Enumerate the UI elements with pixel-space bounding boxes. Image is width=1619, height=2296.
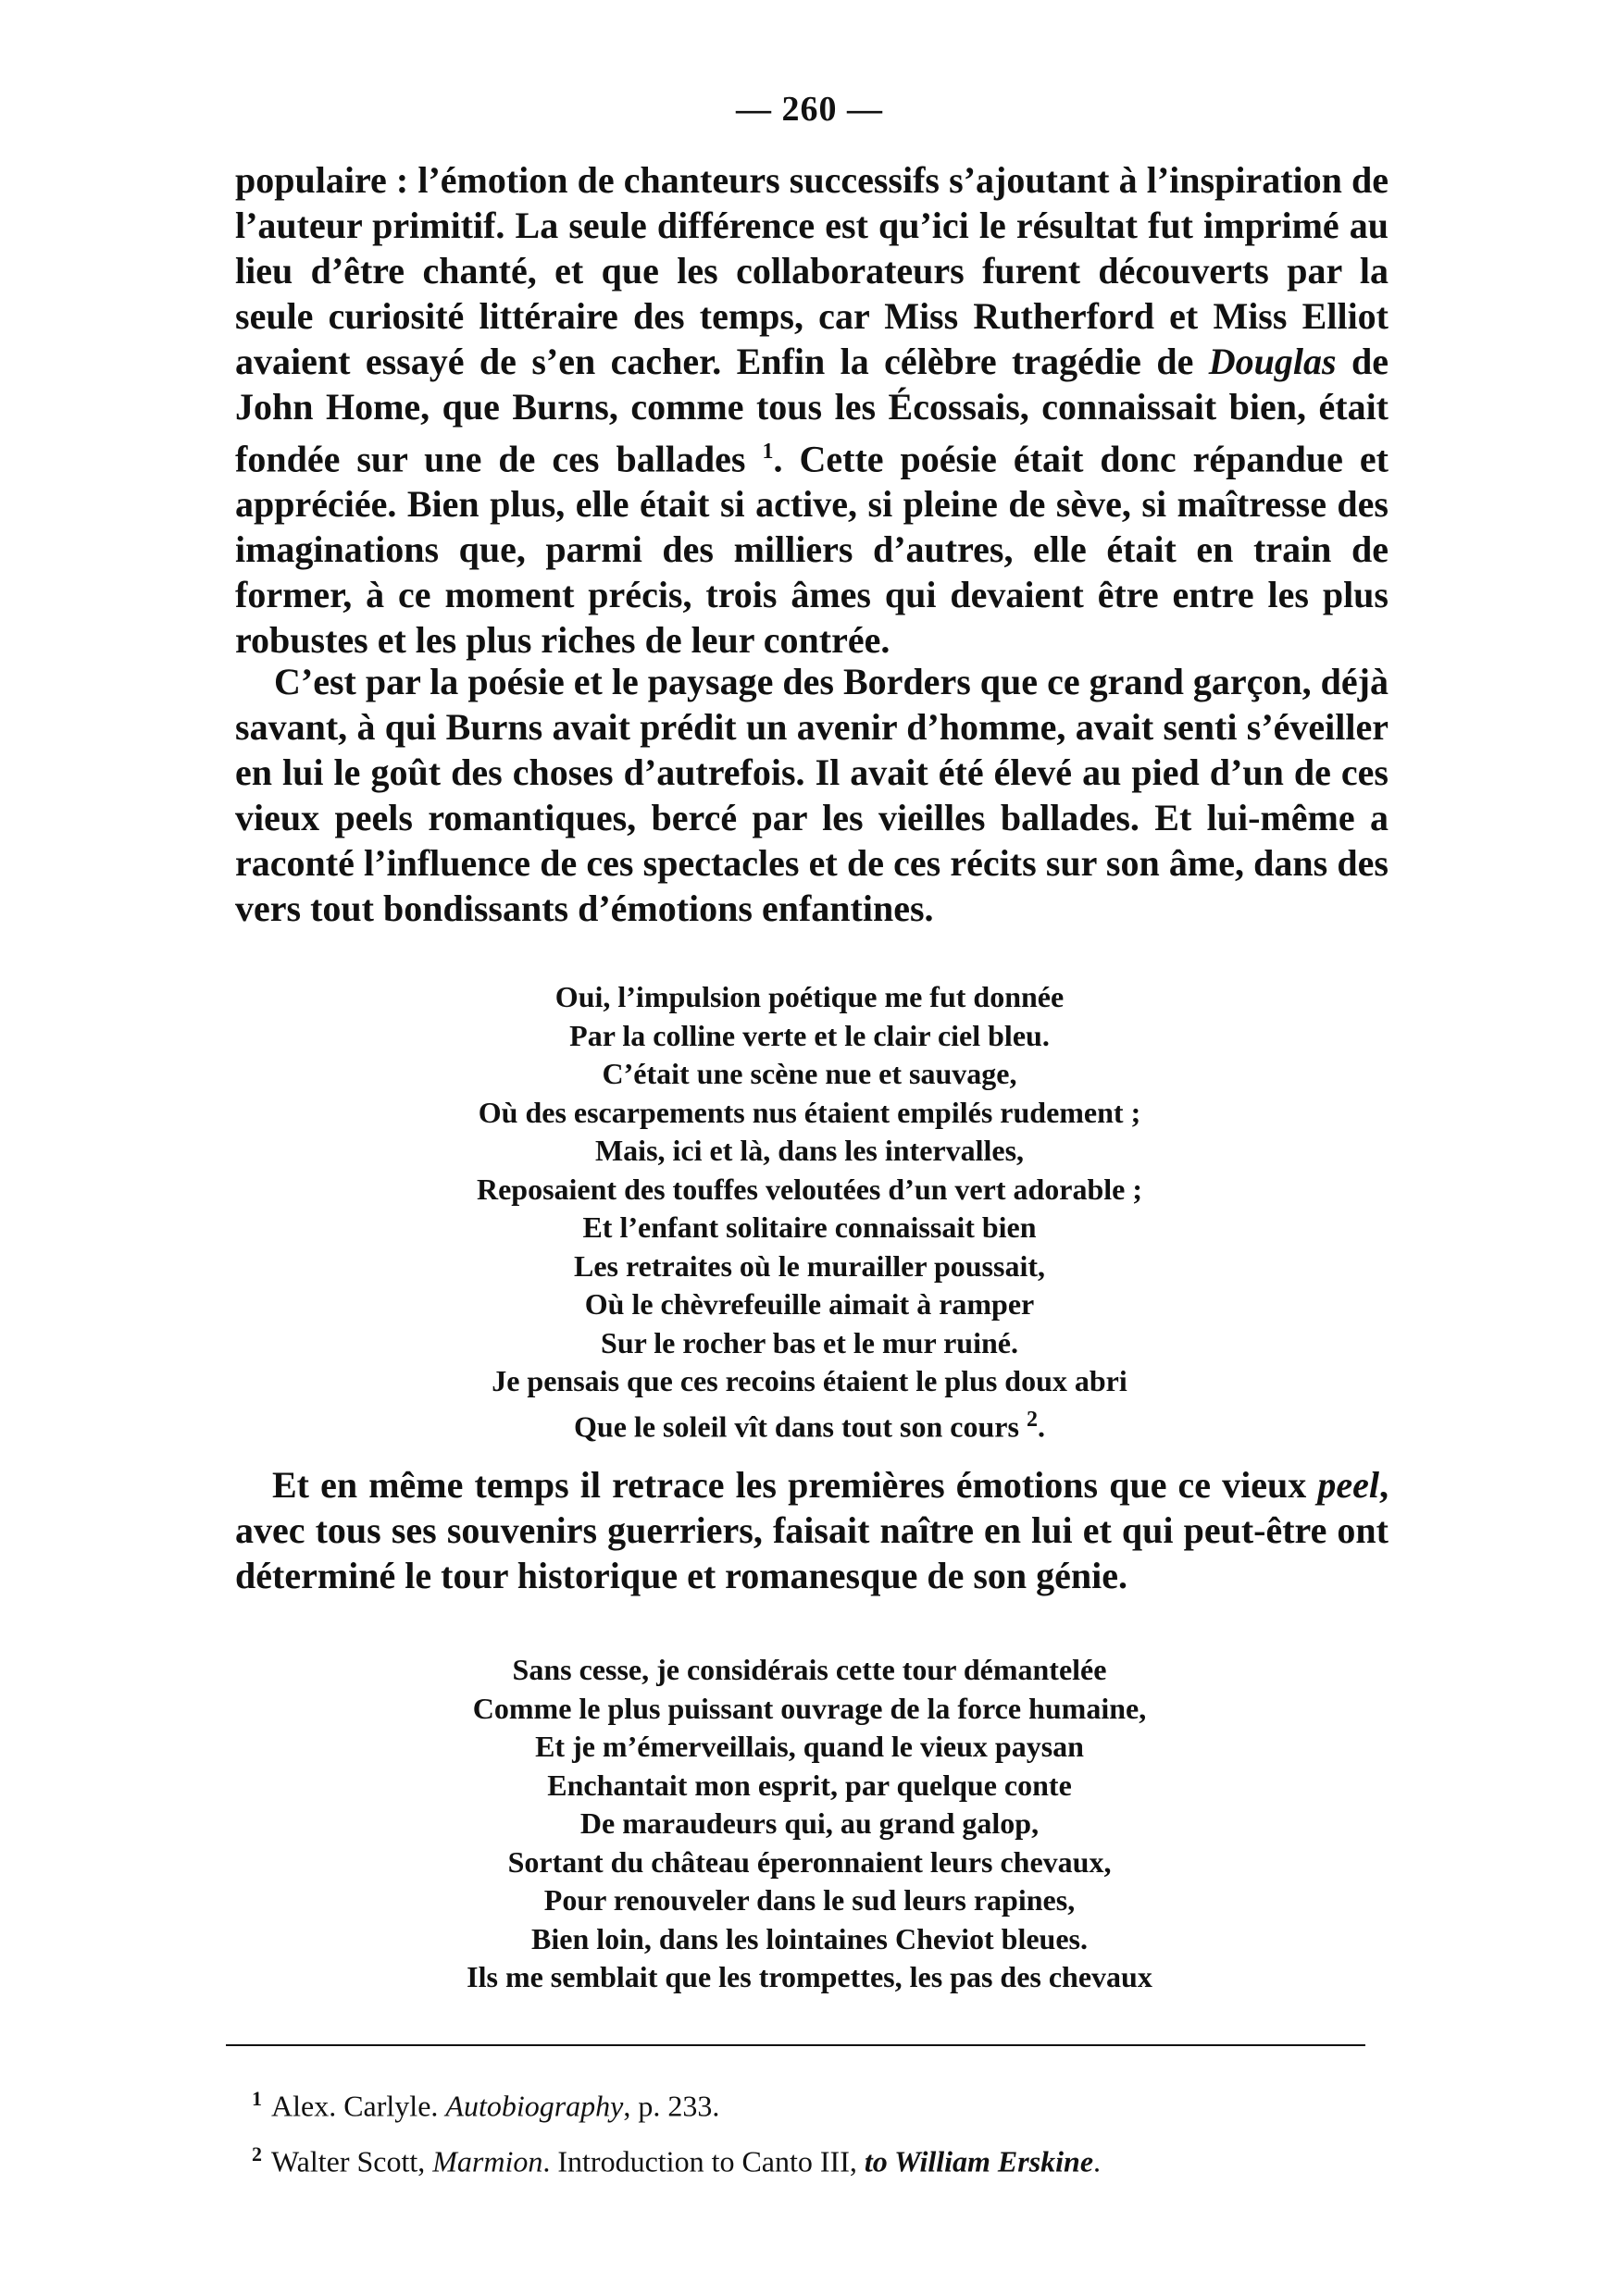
verse-line: Où des escarpements nus étaient empilés rudement ; <box>478 1095 1141 1129</box>
footnote-ref-2: 2 <box>1026 1407 1038 1432</box>
verse-line: Les retraites où le murailler poussait, <box>574 1248 1045 1283</box>
footnote-1 <box>252 2075 1363 2130</box>
verse-quote-1 <box>0 978 1619 1446</box>
verse-line: Pour renouveler dans le sud leurs rapines, <box>543 1883 1076 1917</box>
douglas-title: Douglas <box>1208 341 1337 382</box>
footnote-text: . Introduction to Canto <box>542 2144 820 2178</box>
verse-end-punct: . <box>1037 1409 1045 1444</box>
footnote-text: , p. 233. <box>623 2089 720 2123</box>
canto-number: III <box>819 2144 850 2178</box>
peel-word: peel <box>1317 1464 1379 1506</box>
paragraph-3-text-a: Et en même temps il retrace les premières émotions que ce vieux <box>272 1464 1318 1506</box>
verse-line: Comme le plus puissant ouvrage de la force humaine, <box>472 1691 1147 1725</box>
footnote-text: . <box>1093 2144 1102 2178</box>
paragraph-3 <box>235 1462 1389 1598</box>
verse-line: Sans cesse, je considérais cette tour démantelée <box>512 1653 1107 1686</box>
footnote-mark: 1 <box>252 2087 262 2110</box>
paragraph-3-text-b: , avec tous ses souvenirs guerriers, faisait naître en lui et qui peut-être ont déterminé le tour historique et romanesque de son génie. <box>235 1464 1389 1596</box>
footnote-text: Alex. Carlyle. <box>271 2089 446 2123</box>
verse-line: Par la colline verte et le clair ciel bleu. <box>569 1018 1050 1052</box>
footnote-mark: 2 <box>252 2141 262 2166</box>
verse-line: C’était une scène nue et sauvage, <box>602 1057 1017 1090</box>
verse-line: Je pensais que ces recoins étaient le plus doux abri <box>492 1364 1127 1397</box>
verse-line-last <box>0 1401 1619 1446</box>
verse-line: Où le chèvrefeuille aimait à ramper <box>584 1287 1035 1321</box>
verse-quote-2 <box>0 1651 1619 1997</box>
verse-line: Ils me semblait que les trompettes, les pas des chevaux <box>467 1960 1152 1993</box>
footnotes <box>252 2075 1363 2185</box>
footnote-text: , <box>849 2144 865 2178</box>
footnote-title: Autobiography <box>445 2089 624 2123</box>
footnote-dedication: to William Erskine <box>864 2144 1094 2178</box>
footnote-2 <box>252 2130 1363 2186</box>
verse-line: Et je m’émerveillais, quand le vieux paysan <box>535 1730 1084 1763</box>
page-number: — 260 — <box>736 90 883 129</box>
verse-line: Reposaient des touffes veloutées d’un vert adorable ; <box>476 1172 1143 1206</box>
paragraph-1-text-b: de John Home, que Burns, comme tous les Écossais, connaissait bien, était fondée sur une de ces ballades <box>235 341 1389 480</box>
verse-line: Oui, l’impulsion poétique me fut donnée <box>554 980 1065 1013</box>
footnote-divider <box>226 2044 1365 2046</box>
footnote-text: Walter Scott, <box>271 2144 433 2178</box>
verse-line: Sortant du château éperonnaient leurs chevaux, <box>507 1844 1112 1879</box>
verse-line-text: Que le soleil vît dans tout son cours <box>574 1409 1019 1444</box>
paragraph-1 <box>235 157 1389 663</box>
verse-line: De maraudeurs qui, au grand galop, <box>579 1806 1040 1840</box>
paragraph-2: C’est par la poésie et le paysage des Borders que ce grand garçon, déjà savant, à qui Burns avait prédit un avenir d’homme, avait senti s’éveiller en lui le goût des choses d’autrefois. Il avait été élevé au pied d’un de ces vieux peels romantiques, bercé par les vieilles ballades. Et lui-même a raconté l’influence de ces spectacles et de ces récits sur son âme, dans des vers tout bondissants d’émotions enfantines. <box>235 661 1389 929</box>
verse-line: Sur le rocher bas et le mur ruiné. <box>601 1325 1018 1359</box>
verse-line: Mais, ici et là, dans les intervalles, <box>594 1134 1025 1167</box>
verse-line: Bien loin, dans les lointaines Cheviot bleues. <box>531 1921 1088 1955</box>
paragraph-1-text-c: . Cette poésie était donc répandue et appréciée. Bien plus, elle était si active, si pleine de sève, si maîtresse des imaginations que, parmi des milliers d’autres, elle était en train de former, à ce moment précis, trois âmes qui devaient être entre les plus robustes et les plus riches de leur contrée. <box>235 438 1389 662</box>
footnote-ref-1: 1 <box>762 440 774 464</box>
verse-line: Enchantait mon esprit, par quelque conte <box>547 1768 1072 1802</box>
paragraph-1-text-a: populaire : l’émotion de chanteurs successifs s’ajoutant à l’inspiration de l’auteur primitif. La seule différence est qu’ici le résultat fut imprimé au lieu d’être chanté, et que les collaborateurs furent découverts par la seule curiosité littéraire des temps, car Miss Rutherford et Miss Elliot avaient essayé de s’en cacher. Enfin la célèbre tragédie de <box>235 159 1389 382</box>
verse-line: Et l’enfant solitaire connaissait bien <box>582 1210 1037 1244</box>
footnote-title: Marmion <box>432 2144 543 2178</box>
